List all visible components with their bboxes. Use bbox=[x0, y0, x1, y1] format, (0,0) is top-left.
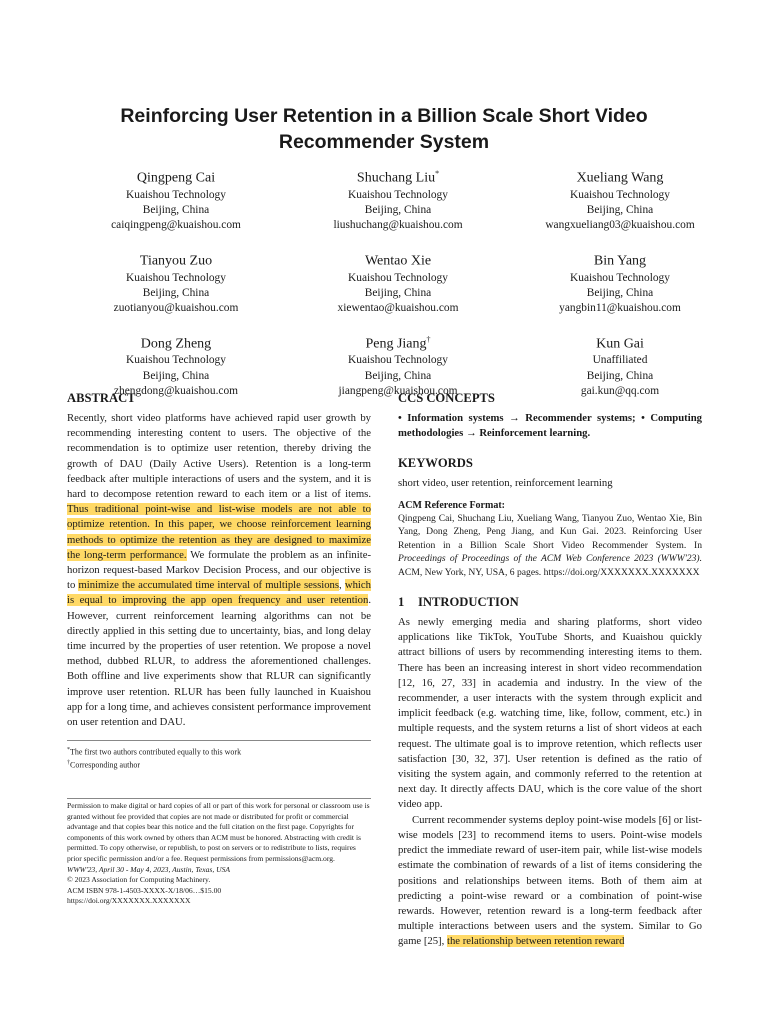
reference-venue: Proceedings of Proceedings of the ACM Web Conference 2023 (WWW'23). bbox=[398, 553, 702, 565]
author-card bbox=[292, 331, 504, 400]
author-card bbox=[292, 165, 504, 234]
author-email: wangxueliang03@kuaishou.com bbox=[545, 219, 695, 232]
author-affiliation: Kuaishou Technology bbox=[126, 271, 226, 284]
author-card bbox=[514, 248, 726, 317]
author-affiliation: Kuaishou Technology bbox=[570, 188, 670, 201]
author-card bbox=[514, 331, 726, 400]
author-affiliation: Kuaishou Technology bbox=[348, 271, 448, 284]
author-email: gai.kun@qq.com bbox=[580, 385, 660, 398]
author-name: Shuchang Liu* bbox=[356, 169, 440, 186]
author-mark: † bbox=[426, 334, 431, 344]
author-name: Tianyou Zuo bbox=[139, 253, 213, 269]
author-affiliation: Unaffiliated bbox=[592, 354, 648, 367]
permission-text: Permission to make digital or hard copies of all or part of this work for personal or classroom use is granted without fee provided that copies are not made or distributed for profit or commercial advantage and that copies bear this notice and the full citation on the first page. Copyrights for components of this work owned by others than ACM must be honored. Abstracting with credit is permitted. To copy otherwise, or republish, to post on servers or to redistribute to lists, requires prior specific permission and/or a fee. Request permissions from permissions@acm.org. bbox=[67, 801, 370, 863]
reference-text: Qingpeng Cai, Shuchang Liu, Xueliang Wang, Tianyou Zuo, Wentao Xie, Bin Yang, Dong Zheng, Peng Jiang, and Kun Gai. 2023. Reinforcing User Retention in a Billion Scale Short Video Recommender System. In bbox=[398, 513, 702, 551]
abstract-highlight: Thus traditional point-wise and list-wise models are not able to optimize retention. In this paper, we choose reinforcement learning methods to optimize the retention as they are designed to maximize the long-term performance. bbox=[67, 503, 371, 561]
intro-paragraph: As newly emerging media and sharing platforms, short video applications like TikTok, YouTube Shorts, and Kuaishou quickly attract billions of users by recommending interesting items to them. There has been an increasing interest in short video recommendation [12, 16, 27, 33] in academia and industry. In the view of the recommender, a user interacts with the system through explicit and implicit feedback (e.g. watching time, like, follow, comment, etc.) in multiple requests, and the system returns a list of short videos at each request. The ultimate goal is to improve retention, which reflects user satisfaction [30, 32, 37]. User retention is defined as the ratio of visiting the system again, and commonly referred to the retention at next day. It directly affects DAU, which is the core value of the short video app. bbox=[398, 616, 702, 811]
author-affiliation: Kuaishou Technology bbox=[348, 188, 448, 201]
author-location: Beijing, China bbox=[586, 204, 654, 217]
intro-heading: 1 INTRODUCTION bbox=[398, 595, 519, 610]
author-name: Kun Gai bbox=[596, 336, 644, 352]
author-name: Peng Jiang† bbox=[365, 334, 431, 352]
isbn-line: ACM ISBN 978-1-4503-XXXX-X/18/06…$15.00 bbox=[67, 885, 222, 895]
author-name: Bin Yang bbox=[593, 253, 647, 269]
title-line-1: Reinforcing User Retention in a Billion Scale Short Video bbox=[120, 105, 648, 127]
author-location: Beijing, China bbox=[142, 286, 210, 299]
keywords-heading: KEYWORDS bbox=[398, 456, 473, 471]
author-location: Beijing, China bbox=[586, 369, 654, 382]
author-email: yangbin11@kuaishou.com bbox=[559, 302, 681, 315]
author-block bbox=[70, 165, 726, 400]
author-location: Beijing, China bbox=[364, 286, 432, 299]
copyright-line: © 2023 Association for Computing Machinery. bbox=[67, 875, 211, 885]
author-card bbox=[70, 331, 282, 400]
author-location: Beijing, China bbox=[142, 204, 210, 217]
reference-format-heading: ACM Reference Format: bbox=[398, 499, 505, 511]
conference-info: WWW'23, April 30 - May 4, 2023, Austin, Texas, USA bbox=[67, 864, 231, 874]
abstract-highlight: which is equal to improving the app open frequency and user retention bbox=[67, 579, 371, 607]
footnotes bbox=[67, 740, 371, 770]
author-affiliation: Kuaishou Technology bbox=[570, 271, 670, 284]
doi-link[interactable]: https://doi.org/XXXXXXX.XXXXXXX bbox=[67, 896, 191, 906]
abstract-text: . However, current reinforcement learning algorithms can not be directly applied in this setting due to uncertainty, bias, and long delay time incurred by the properties of user retention. We propose a novel method, dubbed RLUR, to address the aforementioned challenges. Both offline and live experiments show that RLUR can significantly improve user retention. RLUR has been fully launched in Kuaishou app for a long time, and achieves consistent performance improvement on user retention and DAU. bbox=[67, 594, 371, 729]
author-name: Qingpeng Cai bbox=[136, 170, 216, 186]
author-card bbox=[292, 248, 504, 317]
ccs-concepts: • Information systems → Recommender systems; • Computing methodologies → Reinforcement learning. bbox=[398, 412, 702, 440]
footnote-corresponding: †Corresponding author bbox=[67, 759, 140, 770]
intro-body bbox=[398, 615, 702, 949]
author-email: zhengdong@kuaishou.com bbox=[113, 385, 239, 398]
author-email: zuotianyou@kuaishou.com bbox=[113, 302, 239, 315]
author-location: Beijing, China bbox=[142, 369, 210, 382]
intro-highlight: the relationship between retention reward bbox=[446, 935, 625, 948]
author-email: jiangpeng@kuaishou.com bbox=[338, 385, 458, 398]
author-affiliation: Kuaishou Technology bbox=[126, 354, 226, 367]
intro-paragraph: Current recommender systems deploy point-wise models [6] or list-wise models [23] to recommend items to users. Point-wise models predict the immediate reward of user-item pair, while list-wise models estimate the combination of rewards of a list of items considering the positions and relationships between items. Both of them aim at predicting a point-wise reward or a combination of point-wise rewards. However, retention reward is a long-term feedback after multiple interactions between users and the system. Similar to Go game [25], the relationship between retention reward bbox=[398, 813, 702, 948]
permission-block bbox=[67, 798, 371, 907]
footnote-equal-contribution: *The first two authors contributed equally to this work bbox=[67, 747, 242, 757]
author-email: caiqingpeng@kuaishou.com bbox=[111, 219, 241, 232]
author-affiliation: Kuaishou Technology bbox=[126, 188, 226, 201]
author-name: Dong Zheng bbox=[140, 336, 212, 352]
abstract-body bbox=[67, 411, 371, 730]
right-column bbox=[398, 391, 702, 950]
page-title bbox=[84, 103, 684, 155]
keywords-text: short video, user retention, reinforcement learning bbox=[398, 477, 613, 490]
author-location: Beijing, China bbox=[364, 369, 432, 382]
author-email: xiewentao@kuaishou.com bbox=[337, 302, 459, 315]
author-location: Beijing, China bbox=[364, 204, 432, 217]
author-card bbox=[70, 248, 282, 317]
abstract-heading: ABSTRACT bbox=[67, 391, 136, 405]
reference-text: ACM, New York, NY, USA, 6 pages. https://doi.org/XXXXXXX.XXXXXXX bbox=[398, 566, 700, 578]
author-card bbox=[70, 165, 282, 234]
author-mark: * bbox=[435, 169, 440, 178]
reference-format bbox=[398, 499, 702, 579]
title-line-2: Recommender System bbox=[278, 131, 490, 153]
ccs-heading: CCS CONCEPTS bbox=[398, 391, 495, 405]
abstract-highlight: minimize the accumulated time interval of multiple sessions bbox=[78, 579, 340, 592]
author-affiliation: Kuaishou Technology bbox=[348, 354, 448, 367]
abstract-text: We formulate the problem as an infinite-horizon request-based Markov Decision Process, and our objective is to bbox=[67, 548, 372, 592]
left-column bbox=[67, 391, 371, 730]
abstract-text: Recently, short video platforms have achieved rapid user growth by recommending interesting content to users. The objective of the recommendation is to optimize user retention, thereby driving the growth of DAU (Daily Active Users). Retention is a long-term feedback after multiple interactions of users and the system, and it is hard to decompose retention reward to each item or a list of items. bbox=[67, 412, 371, 501]
author-name: Wentao Xie bbox=[364, 253, 432, 269]
author-email: liushuchang@kuaishou.com bbox=[333, 219, 463, 232]
author-name: Xueliang Wang bbox=[576, 170, 664, 186]
author-location: Beijing, China bbox=[586, 286, 654, 299]
abstract-text: , bbox=[339, 579, 345, 592]
author-card bbox=[514, 165, 726, 234]
